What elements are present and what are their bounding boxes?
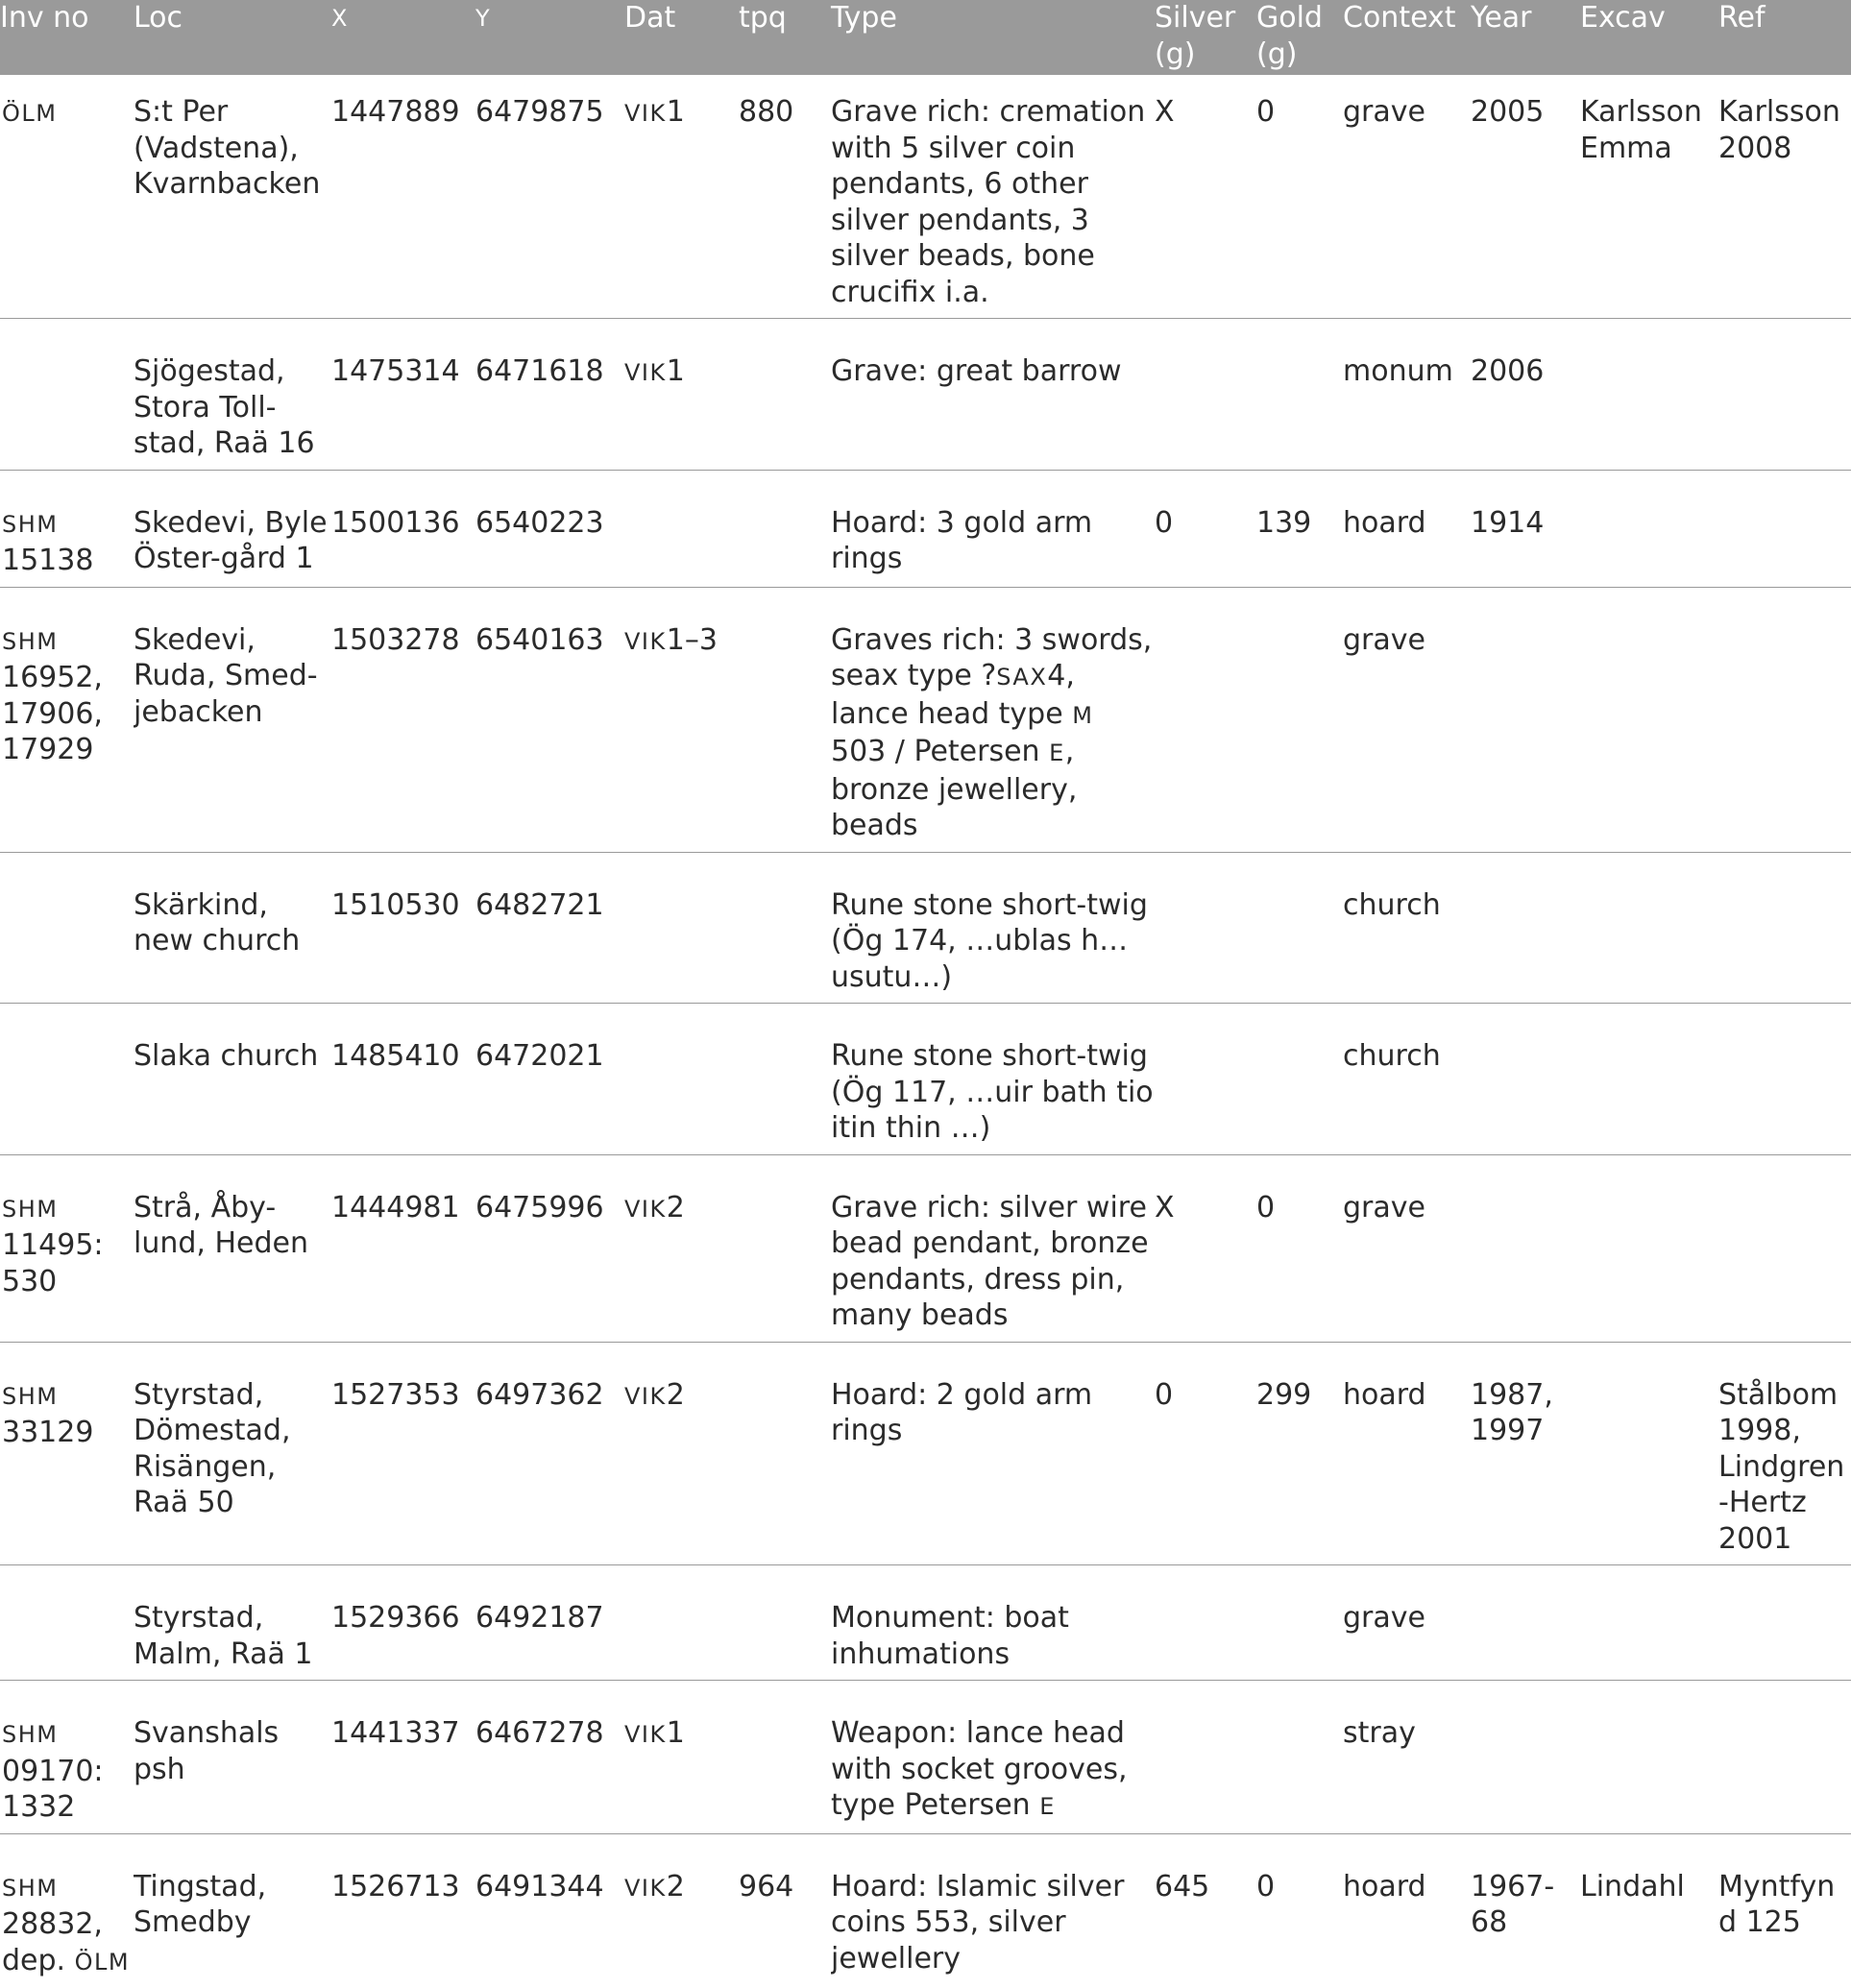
column-header-type: Type bbox=[831, 1, 897, 35]
cell-gold: 0 bbox=[1256, 75, 1343, 319]
cell-loc: Svanshals psh bbox=[134, 1681, 331, 1834]
cell-x: 1529366 bbox=[331, 1565, 475, 1681]
cell-x: 1527353 bbox=[331, 1342, 475, 1565]
cell-ref: Myntfynd 125 bbox=[1718, 1869, 1836, 1939]
table-body bbox=[0, 75, 1851, 1988]
cell-year: 1914 bbox=[1471, 470, 1580, 587]
cell-silver: X bbox=[1155, 75, 1256, 319]
cell-gold bbox=[1256, 852, 1343, 1004]
cell-loc: Slaka church bbox=[134, 1004, 331, 1155]
cell-ref bbox=[1718, 1565, 1851, 1681]
cell-ref bbox=[1718, 319, 1851, 471]
table-row bbox=[0, 587, 1851, 852]
cell-y: 6491344 bbox=[475, 1869, 604, 1903]
table-header bbox=[0, 0, 1851, 75]
cell-gold bbox=[1256, 587, 1343, 852]
cell-tpq bbox=[739, 1565, 831, 1681]
cell-loc: Styrstad, Dömestad, Risängen, Raä 50 bbox=[134, 1342, 331, 1565]
table-row bbox=[0, 1154, 1851, 1342]
cell-type: Monument: boat inhumations bbox=[831, 1565, 1155, 1681]
cell-ref bbox=[1718, 1154, 1851, 1342]
cell-context: hoard bbox=[1343, 1342, 1471, 1565]
cell-y: 6467278 bbox=[475, 1681, 624, 1834]
cell-context: grave bbox=[1343, 1565, 1471, 1681]
column-header-gold: Gold (g) bbox=[1256, 1, 1323, 71]
header-row bbox=[0, 0, 1851, 75]
cell-silver: 0 bbox=[1155, 470, 1256, 587]
cell-excav bbox=[1580, 1565, 1718, 1681]
cell-type: Grave rich: cremation with 5 silver coin pendants, 6 other silver pendants, 3 silver beads, bone crucifix i.a. bbox=[831, 75, 1155, 319]
cell-tpq bbox=[739, 1681, 831, 1834]
cell-gold: 299 bbox=[1256, 1342, 1343, 1565]
cell-tpq: 880 bbox=[739, 75, 831, 319]
cell-dat bbox=[624, 470, 739, 587]
cell-type: Weapon: lance head with socket grooves, type Petersen E bbox=[831, 1681, 1155, 1834]
cell-ref bbox=[1718, 852, 1851, 1004]
table-row bbox=[0, 1004, 1851, 1155]
cell-dat: VIK2 bbox=[624, 1342, 739, 1565]
cell-year: 2006 bbox=[1471, 319, 1580, 471]
cell-tpq: 964 bbox=[739, 1869, 794, 1903]
table-row bbox=[0, 470, 1851, 587]
cell-inv bbox=[0, 1565, 134, 1681]
cell-tpq bbox=[739, 587, 831, 852]
cell-year: 1967-68 bbox=[1471, 1869, 1555, 1939]
cell-dat: VIK1 bbox=[624, 1681, 739, 1834]
cell-silver bbox=[1155, 587, 1256, 852]
cell-dat: VIK1–3 bbox=[624, 587, 739, 852]
cell-year: 2005 bbox=[1471, 75, 1580, 319]
table-row bbox=[0, 1833, 1851, 1988]
cell-year bbox=[1471, 1565, 1580, 1681]
cell-ref: Karlsson 2008 bbox=[1718, 75, 1851, 319]
cell-x: 1444981 bbox=[331, 1154, 475, 1342]
cell-loc: Tingstad, Smedby bbox=[134, 1869, 267, 1939]
cell-ref bbox=[1718, 587, 1851, 852]
cell-excav bbox=[1580, 470, 1718, 587]
column-header-y: Y bbox=[475, 5, 490, 32]
cell-type: Graves rich: 3 swords, seax type ?SAX4, lance head type M 503 / Petersen E, bronze jewellery, beads bbox=[831, 587, 1155, 852]
cell-inv: ÖLM bbox=[0, 75, 134, 319]
cell-inv: SHM 33129 bbox=[0, 1342, 134, 1565]
cell-loc: Styrstad, Malm, Raä 1 bbox=[134, 1565, 331, 1681]
cell-x: 1447889 bbox=[331, 75, 475, 319]
cell-tpq bbox=[739, 1154, 831, 1342]
column-header-inv: Inv no bbox=[0, 1, 89, 35]
cell-year bbox=[1471, 1681, 1580, 1834]
table-row bbox=[0, 1565, 1851, 1681]
cell-y: 6492187 bbox=[475, 1565, 624, 1681]
cell-inv: SHM 15138 bbox=[0, 470, 134, 587]
cell-type: Hoard: Islamic silver coins 553, silver jewellery bbox=[831, 1869, 1125, 1976]
cell-x: 1441337 bbox=[331, 1681, 475, 1834]
cell-year bbox=[1471, 1154, 1580, 1342]
cell-silver bbox=[1155, 1565, 1256, 1681]
cell-x: 1510530 bbox=[331, 852, 475, 1004]
cell-x: 1485410 bbox=[331, 1004, 475, 1155]
cell-inv bbox=[0, 1004, 134, 1155]
cell-silver: 0 bbox=[1155, 1342, 1256, 1565]
column-header-x: X bbox=[331, 5, 348, 32]
cell-inv: SHM 28832, dep. ÖLM bbox=[2, 1874, 131, 1977]
cell-excav bbox=[1580, 852, 1718, 1004]
cell-y: 6472021 bbox=[475, 1004, 624, 1155]
cell-context: grave bbox=[1343, 1154, 1471, 1342]
cell-loc: Skedevi, Ruda, Smed-jebacken bbox=[134, 587, 331, 852]
cell-context: monum bbox=[1343, 319, 1471, 471]
cell-excav bbox=[1580, 1342, 1718, 1565]
table-row bbox=[0, 1681, 1851, 1834]
cell-dat: VIK2 bbox=[624, 1869, 685, 1903]
cell-y: 6482721 bbox=[475, 852, 624, 1004]
cell-excav bbox=[1580, 1154, 1718, 1342]
column-header-year: Year bbox=[1471, 1, 1532, 35]
cell-excav: Karlsson Emma bbox=[1580, 75, 1718, 319]
cell-context: stray bbox=[1343, 1681, 1471, 1834]
cell-year bbox=[1471, 1004, 1580, 1155]
cell-y: 6475996 bbox=[475, 1154, 624, 1342]
table-row bbox=[0, 75, 1851, 319]
cell-x: 1500136 bbox=[331, 470, 475, 587]
cell-type: Grave rich: silver wire bead pendant, bronze pendants, dress pin, many beads bbox=[831, 1154, 1155, 1342]
cell-dat bbox=[624, 852, 739, 1004]
cell-context: grave bbox=[1343, 587, 1471, 852]
cell-gold bbox=[1256, 1565, 1343, 1681]
cell-tpq bbox=[739, 1004, 831, 1155]
cell-y: 6540223 bbox=[475, 470, 624, 587]
cell-type: Rune stone short-twig (Ög 174, …ublas h… usutu…) bbox=[831, 852, 1155, 1004]
cell-tpq bbox=[739, 1342, 831, 1565]
cell-year: 1987, 1997 bbox=[1471, 1342, 1580, 1565]
cell-excav: Lindahl bbox=[1580, 1869, 1685, 1903]
table-row bbox=[0, 319, 1851, 471]
column-header-dat: Dat bbox=[624, 1, 676, 35]
cell-inv bbox=[0, 319, 134, 471]
cell-dat bbox=[624, 1565, 739, 1681]
cell-silver bbox=[1155, 852, 1256, 1004]
cell-inv: SHM 16952, 17906, 17929 bbox=[0, 587, 134, 852]
cell-gold: 139 bbox=[1256, 470, 1343, 587]
cell-dat bbox=[624, 1004, 739, 1155]
cell-dat: VIK2 bbox=[624, 1154, 739, 1342]
cell-excav bbox=[1580, 319, 1718, 471]
cell-y: 6471618 bbox=[475, 319, 624, 471]
cell-inv: SHM 11495: 530 bbox=[0, 1154, 134, 1342]
cell-x: 1526713 bbox=[331, 1869, 460, 1903]
column-header-silver: Silver (g) bbox=[1155, 1, 1236, 71]
column-header-loc: Loc bbox=[134, 1, 183, 35]
cell-excav bbox=[1580, 1681, 1718, 1834]
cell-x: 1475314 bbox=[331, 319, 475, 471]
cell-context: hoard bbox=[1343, 470, 1471, 587]
table-row bbox=[0, 852, 1851, 1004]
column-header-context: Context bbox=[1343, 1, 1456, 35]
cell-tpq bbox=[739, 470, 831, 587]
cell-silver bbox=[1155, 319, 1256, 471]
cell-type: Hoard: 3 gold arm rings bbox=[831, 470, 1155, 587]
column-header-ref: Ref bbox=[1718, 1, 1766, 35]
cell-type: Hoard: 2 gold arm rings bbox=[831, 1342, 1155, 1565]
cell-type: Rune stone short-twig (Ög 117, …uir bath tio itin thin …) bbox=[831, 1004, 1155, 1155]
cell-context: hoard bbox=[1343, 1869, 1426, 1903]
cell-loc: S:t Per (Vadstena), Kvarnbacken bbox=[134, 75, 331, 319]
cell-inv: SHM 09170: 1332 bbox=[0, 1681, 134, 1834]
cell-y: 6497362 bbox=[475, 1342, 624, 1565]
cell-gold: 0 bbox=[1256, 1154, 1343, 1342]
cell-loc: Skärkind, new church bbox=[134, 852, 331, 1004]
cell-gold bbox=[1256, 1681, 1343, 1834]
cell-context: church bbox=[1343, 852, 1471, 1004]
cell-type: Grave: great barrow bbox=[831, 319, 1155, 471]
cell-dat: VIK1 bbox=[624, 75, 739, 319]
cell-x: 1503278 bbox=[331, 587, 475, 852]
table-row bbox=[0, 1342, 1851, 1565]
cell-year bbox=[1471, 852, 1580, 1004]
cell-gold bbox=[1256, 319, 1343, 471]
cell-context: grave bbox=[1343, 75, 1471, 319]
cell-y: 6540163 bbox=[475, 587, 624, 852]
cell-y: 6479875 bbox=[475, 75, 624, 319]
cell-tpq bbox=[739, 852, 831, 1004]
cell-loc: Skedevi, Byle Öster-gård 1 bbox=[134, 470, 331, 587]
cell-ref bbox=[1718, 470, 1851, 587]
cell-tpq bbox=[739, 319, 831, 471]
cell-year bbox=[1471, 587, 1580, 852]
cell-silver: 645 bbox=[1155, 1869, 1210, 1903]
cell-loc: Strå, Åby-lund, Heden bbox=[134, 1154, 331, 1342]
cell-ref bbox=[1718, 1681, 1851, 1834]
cell-context: church bbox=[1343, 1004, 1471, 1155]
cell-gold: 0 bbox=[1256, 1869, 1276, 1903]
cell-silver: X bbox=[1155, 1154, 1256, 1342]
cell-dat: VIK1 bbox=[624, 319, 739, 471]
cell-silver bbox=[1155, 1681, 1256, 1834]
cell-excav bbox=[1580, 1004, 1718, 1155]
cell-ref: Stålbom 1998, Lindgren-Hertz 2001 bbox=[1718, 1342, 1851, 1565]
cell-excav bbox=[1580, 587, 1718, 852]
column-header-excav: Excav bbox=[1580, 1, 1666, 35]
cell-gold bbox=[1256, 1004, 1343, 1155]
cell-silver bbox=[1155, 1004, 1256, 1155]
column-header-tpq: tpq bbox=[739, 1, 787, 35]
cell-inv bbox=[0, 852, 134, 1004]
cell-loc: Sjögestad, Stora Toll-stad, Raä 16 bbox=[134, 319, 331, 471]
cell-ref bbox=[1718, 1004, 1851, 1155]
